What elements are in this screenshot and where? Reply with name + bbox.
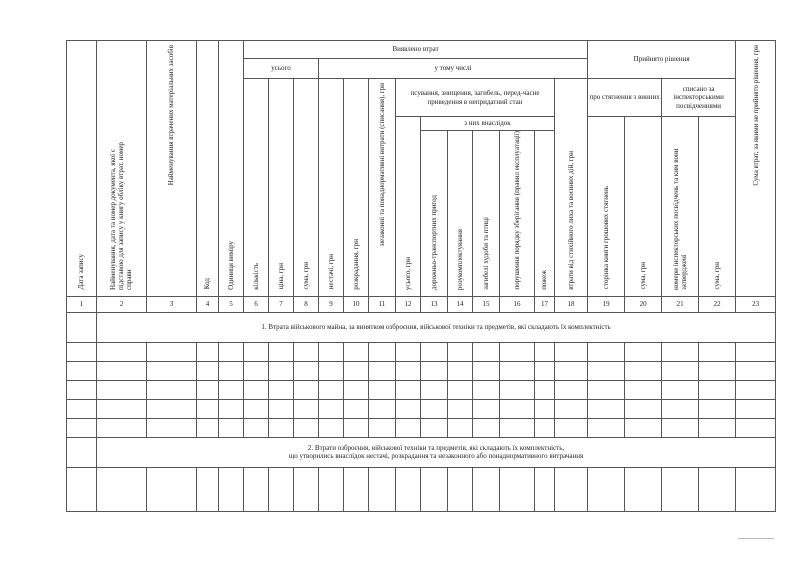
entry-cell[interactable] [535, 399, 555, 418]
entry-cell[interactable] [699, 399, 736, 418]
entry-cell[interactable] [197, 399, 219, 418]
col-number: 8 [294, 296, 319, 312]
entry-cell[interactable] [535, 361, 555, 380]
section-1-title: 1. Втрата військового майна, за винятком озброєння, військової техніки та предметів, які складають їх комплектність [97, 312, 776, 342]
entry-cell[interactable] [319, 380, 344, 399]
entry-cell[interactable] [197, 467, 219, 511]
entry-cell[interactable] [448, 361, 473, 380]
col-number: 16 [500, 296, 535, 312]
col-header-9: нестачі, грн [319, 79, 344, 297]
entry-cell[interactable] [473, 342, 500, 361]
entry-cell[interactable] [662, 399, 699, 418]
entry-cell[interactable] [473, 467, 500, 511]
table-row [67, 361, 776, 380]
entry-cell[interactable] [369, 418, 396, 437]
entry-cell[interactable] [244, 380, 269, 399]
col-number: 19 [588, 296, 625, 312]
col-header-11: незаконні та понаднормативні витрати (списання), грн [369, 79, 396, 297]
entry-cell[interactable] [67, 467, 97, 511]
entry-cell[interactable] [535, 380, 555, 399]
section-2-title-line-2: що утворились внаслідок нестачі, розкрадання та незаконного або понаднормативного витрачання [288, 452, 584, 461]
entry-cell[interactable] [294, 380, 319, 399]
entry-cell[interactable] [699, 418, 736, 437]
col-header-8: сума, грн [294, 79, 319, 297]
entry-cell[interactable] [294, 342, 319, 361]
col-number: 3 [147, 296, 197, 312]
entry-cell[interactable] [448, 418, 473, 437]
entry-cell[interactable] [500, 467, 535, 511]
entry-cell[interactable] [219, 342, 244, 361]
col-header-4: Код [197, 41, 219, 297]
group-recovery: про стягнення з винних [588, 79, 662, 117]
entry-cell[interactable] [97, 418, 147, 437]
entry-cell[interactable] [421, 467, 448, 511]
entry-cell[interactable] [555, 399, 588, 418]
entry-cell[interactable] [473, 418, 500, 437]
entry-cell[interactable] [269, 467, 294, 511]
entry-cell[interactable] [448, 399, 473, 418]
entry-cell[interactable] [662, 467, 699, 511]
group-spoilage: псування, знищення, загибель, перед-часне приведення в непридатний стан [396, 79, 555, 117]
entry-cell[interactable] [219, 467, 244, 511]
entry-cell[interactable] [662, 380, 699, 399]
entry-cell[interactable] [588, 342, 625, 361]
entry-cell[interactable] [344, 418, 369, 437]
entry-cell[interactable] [662, 361, 699, 380]
entry-cell[interactable] [319, 418, 344, 437]
entry-cell[interactable] [67, 342, 97, 361]
section-1-row [67, 312, 776, 342]
entry-cell[interactable] [219, 380, 244, 399]
col-number: 23 [736, 296, 776, 312]
col-header-22: сума, грн [699, 117, 736, 297]
losses-ledger-table [66, 40, 776, 512]
entry-cell[interactable] [219, 361, 244, 380]
col-header-13: дорожньо-транспортних пригод [421, 131, 448, 297]
col-number: 21 [662, 296, 699, 312]
entry-cell[interactable] [448, 380, 473, 399]
entry-cell[interactable] [269, 399, 294, 418]
col-header-20: сума, грн [625, 117, 662, 297]
entry-cell[interactable] [588, 361, 625, 380]
group-decision: Прийнято рішення [588, 41, 736, 79]
entry-cell[interactable] [244, 399, 269, 418]
entry-cell[interactable] [294, 361, 319, 380]
entry-cell[interactable] [500, 361, 535, 380]
entry-cell[interactable] [197, 342, 219, 361]
col-header-15: загибелі худоби та птиці [473, 131, 500, 297]
entry-cell[interactable] [396, 399, 421, 418]
col-header-3: Найменування втрачених матеріальних засобів [147, 41, 197, 297]
entry-cell[interactable] [625, 361, 662, 380]
entry-cell[interactable] [473, 399, 500, 418]
col-header-21: номери інспекторських посвідчень та ким вони затверджені [662, 117, 699, 297]
col-number: 14 [448, 296, 473, 312]
entry-cell[interactable] [699, 342, 736, 361]
entry-cell[interactable] [699, 467, 736, 511]
entry-cell[interactable] [662, 342, 699, 361]
entry-cell[interactable] [97, 399, 147, 418]
col-header-7: ціна, грн [269, 79, 294, 297]
col-number: 5 [219, 296, 244, 312]
table-row [67, 467, 776, 511]
entry-cell[interactable] [588, 380, 625, 399]
entry-cell[interactable] [500, 342, 535, 361]
col-number: 20 [625, 296, 662, 312]
entry-cell[interactable] [625, 399, 662, 418]
entry-cell[interactable] [197, 380, 219, 399]
entry-cell[interactable] [97, 361, 147, 380]
group-total: усього [244, 59, 319, 79]
entry-cell[interactable] [555, 361, 588, 380]
entry-cell[interactable] [319, 467, 344, 511]
entry-cell[interactable] [473, 361, 500, 380]
entry-cell[interactable] [396, 342, 421, 361]
entry-cell[interactable] [219, 399, 244, 418]
table-row [67, 399, 776, 418]
entry-cell[interactable] [396, 418, 421, 437]
entry-cell[interactable] [294, 399, 319, 418]
col-header-10: розкрадання, грн [344, 79, 369, 297]
entry-cell[interactable] [344, 467, 369, 511]
group-revealed-losses: Виявлено втрат [244, 41, 588, 59]
entry-cell[interactable] [369, 467, 396, 511]
col-header-14: розукомплектування [448, 131, 473, 297]
entry-cell[interactable] [555, 418, 588, 437]
col-number: 15 [473, 296, 500, 312]
entry-cell[interactable] [588, 467, 625, 511]
entry-cell[interactable] [369, 380, 396, 399]
entry-cell[interactable] [555, 467, 588, 511]
entry-cell[interactable] [369, 342, 396, 361]
entry-cell[interactable] [97, 467, 147, 511]
col-header-2: Найменування, дата та номер документа, якої є підставою для запису у книгу обліку втрат, номер справи [97, 41, 147, 297]
entry-cell[interactable] [147, 399, 197, 418]
col-number: 9 [319, 296, 344, 312]
entry-cell[interactable] [97, 380, 147, 399]
entry-cell[interactable] [319, 342, 344, 361]
col-header-1: Дата запису [67, 41, 97, 297]
entry-cell[interactable] [269, 361, 294, 380]
entry-cell[interactable] [147, 418, 197, 437]
entry-cell[interactable] [736, 380, 776, 399]
col-number: 2 [97, 296, 147, 312]
col-header-19: сторінка книги грошових стягнень [588, 117, 625, 297]
footer-divider [738, 538, 774, 539]
col-number: 17 [535, 296, 555, 312]
entry-cell[interactable] [500, 418, 535, 437]
column-numbers-row [67, 296, 776, 312]
entry-cell[interactable] [588, 418, 625, 437]
entry-cell[interactable] [421, 418, 448, 437]
entry-cell[interactable] [421, 342, 448, 361]
table-row [67, 380, 776, 399]
section-2-date-cell [67, 437, 97, 467]
table-row [67, 418, 776, 437]
col-header-12: усього, грн [396, 117, 421, 297]
entry-cell[interactable] [421, 380, 448, 399]
entry-cell[interactable] [369, 399, 396, 418]
entry-cell[interactable] [369, 361, 396, 380]
entry-cell[interactable] [736, 342, 776, 361]
entry-cell[interactable] [97, 342, 147, 361]
col-header-16: порушення порядку зберігання (правил експлуатації) [500, 131, 535, 297]
entry-cell[interactable] [219, 418, 244, 437]
col-number: 6 [244, 296, 269, 312]
group-written-off: списано за інспекторськими посвідченнями [662, 79, 736, 117]
col-number: 7 [269, 296, 294, 312]
entry-cell[interactable] [555, 380, 588, 399]
entry-cell[interactable] [535, 467, 555, 511]
col-number: 22 [699, 296, 736, 312]
entry-cell[interactable] [396, 380, 421, 399]
entry-cell[interactable] [448, 467, 473, 511]
entry-cell[interactable] [319, 361, 344, 380]
entry-cell[interactable] [147, 467, 197, 511]
entry-cell[interactable] [625, 418, 662, 437]
table-row [67, 342, 776, 361]
entry-cell[interactable] [421, 399, 448, 418]
entry-cell[interactable] [244, 467, 269, 511]
entry-cell[interactable] [344, 380, 369, 399]
entry-cell[interactable] [67, 361, 97, 380]
entry-cell[interactable] [319, 399, 344, 418]
entry-cell[interactable] [588, 399, 625, 418]
entry-cell[interactable] [294, 467, 319, 511]
entry-cell[interactable] [662, 418, 699, 437]
entry-cell[interactable] [197, 418, 219, 437]
section-1-date-cell [67, 312, 97, 342]
col-number: 11 [369, 296, 396, 312]
entry-cell[interactable] [197, 361, 219, 380]
col-header-6: кількість [244, 79, 269, 297]
entry-cell[interactable] [147, 361, 197, 380]
entry-cell[interactable] [535, 342, 555, 361]
entry-cell[interactable] [67, 399, 97, 418]
entry-cell[interactable] [699, 361, 736, 380]
entry-cell[interactable] [344, 399, 369, 418]
col-header-18: втрати від стихійного лиха та воєнних дій, грн [555, 79, 588, 297]
group-including: у тому числі [319, 59, 588, 79]
entry-cell[interactable] [244, 361, 269, 380]
entry-cell[interactable] [344, 342, 369, 361]
entry-cell[interactable] [736, 399, 776, 418]
entry-cell[interactable] [344, 361, 369, 380]
entry-cell[interactable] [625, 467, 662, 511]
entry-cell[interactable] [736, 361, 776, 380]
entry-cell[interactable] [269, 380, 294, 399]
entry-cell[interactable] [736, 467, 776, 511]
entry-cell[interactable] [147, 380, 197, 399]
entry-cell[interactable] [244, 342, 269, 361]
col-number: 4 [197, 296, 219, 312]
entry-cell[interactable] [421, 361, 448, 380]
entry-cell[interactable] [625, 380, 662, 399]
col-header-17: пожеж [535, 131, 555, 297]
entry-cell[interactable] [269, 418, 294, 437]
group-causes: з них внаслідок [421, 117, 555, 131]
entry-cell[interactable] [396, 361, 421, 380]
section-2-row [67, 437, 776, 467]
entry-cell[interactable] [535, 418, 555, 437]
section-2-title-line-1: 2. Втрати озброєння, військової техніки та предметів, які складають їх комплектність, [307, 444, 565, 453]
entry-cell[interactable] [269, 342, 294, 361]
entry-cell[interactable] [500, 380, 535, 399]
entry-cell[interactable] [396, 467, 421, 511]
entry-cell[interactable] [67, 418, 97, 437]
entry-cell[interactable] [555, 342, 588, 361]
col-number: 1 [67, 296, 97, 312]
header-row-1 [67, 41, 776, 59]
entry-cell[interactable] [736, 418, 776, 437]
entry-cell[interactable] [67, 380, 97, 399]
entry-cell[interactable] [473, 380, 500, 399]
entry-cell[interactable] [699, 380, 736, 399]
col-header-23: Сума втрат, за якими не прийнято рішення, грн [736, 41, 776, 297]
entry-cell[interactable] [294, 418, 319, 437]
col-number: 18 [555, 296, 588, 312]
col-header-5: Одиниця виміру [219, 41, 244, 297]
entry-cell[interactable] [500, 399, 535, 418]
entry-cell[interactable] [147, 342, 197, 361]
section-2-title [97, 437, 776, 467]
col-number: 12 [396, 296, 421, 312]
entry-cell[interactable] [448, 342, 473, 361]
col-number: 10 [344, 296, 369, 312]
entry-cell[interactable] [625, 342, 662, 361]
col-number: 13 [421, 296, 448, 312]
entry-cell[interactable] [244, 418, 269, 437]
